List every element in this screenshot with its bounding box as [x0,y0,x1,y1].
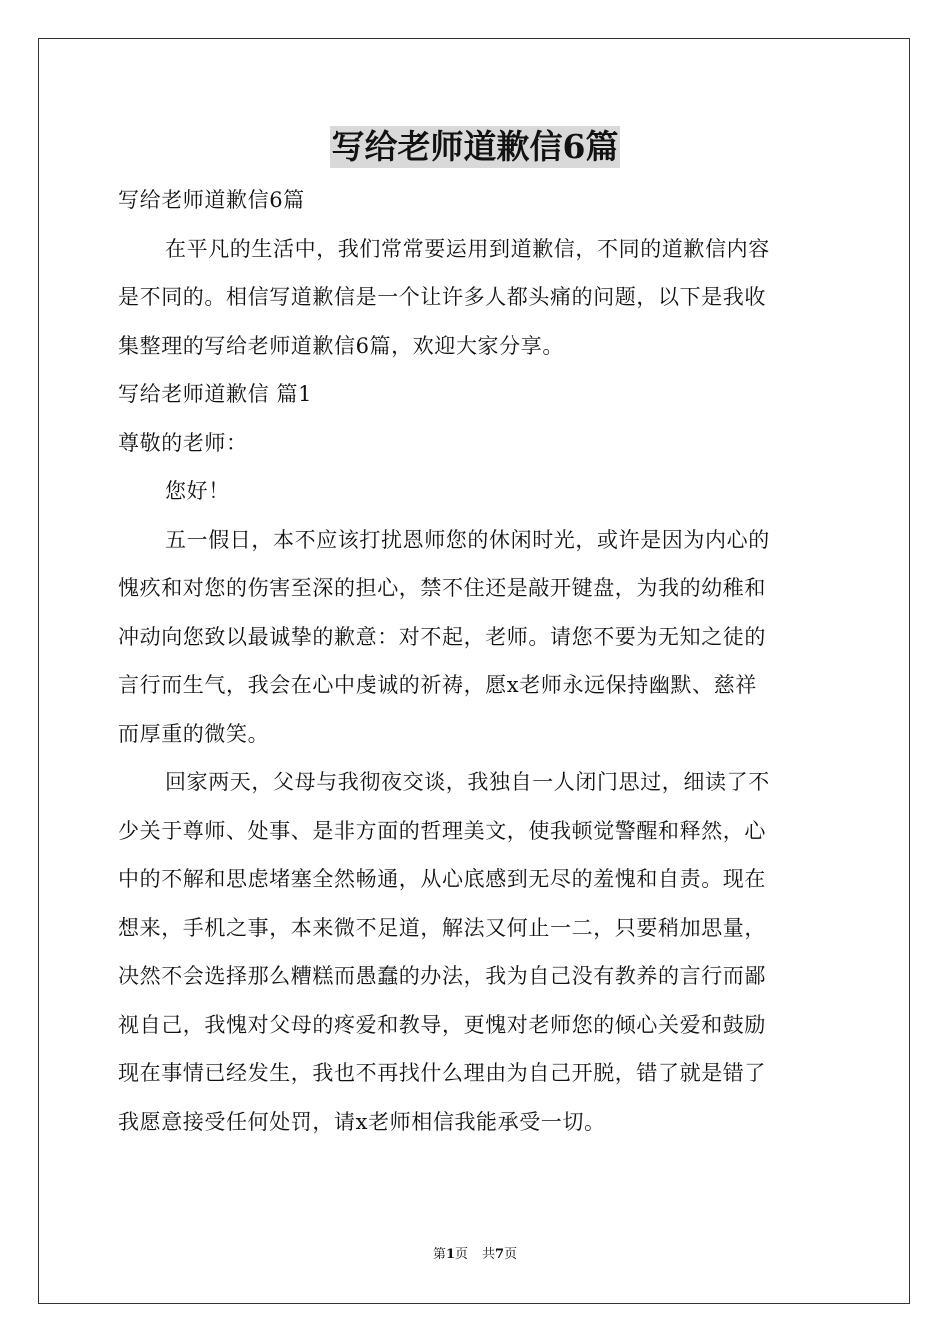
text-line: 是不同的。相信写道歉信是一个让许多人都头痛的问题，以下是我收 [118,285,766,309]
text-line: 视自己，我愧对父母的疼爱和教导，更愧对老师您的倾心关爱和鼓励 [118,1012,766,1037]
document-title: 写给老师道歉信6篇 [331,127,619,166]
text-line: 中的不解和思虑堵塞全然畅通，从心底感到无尽的羞愧和自责。现在 [118,867,766,891]
text-line: 在平凡的生活中，我们常常要运用到道歉信，不同的道歉信内容 [165,236,770,261]
text-line: 少关于尊师、处事、是非方面的哲理美文，使我顿觉警醒和释然，心 [118,818,766,843]
text-line: 言行而生气，我会在心中虔诚的祈祷，愿x老师永远保持幽默、慈祥 [118,673,757,697]
title-container [0,126,950,168]
text-line: 想来，手机之事，本来微不足道，解法又何止一二，只要稍加思量， [118,915,766,940]
text-line: 我愿意接受任何处罚，请x老师相信我能承受一切。 [118,1109,606,1134]
text-line: 写给老师道歉信6篇 [118,188,305,212]
text-line: 写给老师道歉信 篇1 [118,382,313,406]
total-prefix: 共 [482,1247,496,1262]
text-line: 五一假日，本不应该打扰恩师您的休闲时光，或许是因为内心的 [165,527,770,552]
total-pages: 7 [495,1247,505,1262]
text-line: 您好！ [165,479,230,503]
text-line: 集整理的写给老师道歉信6篇，欢迎大家分享。 [118,333,564,358]
page-suffix: 页 [454,1247,468,1262]
text-line: 回家两天，父母与我彻夜交谈，我独自一人闭门思过，细读了不 [165,770,770,794]
text-line: 愧疚和对您的伤害至深的担心，禁不住还是敲开键盘，为我的幼稚和 [118,576,766,600]
document-body [118,176,834,1146]
page-prefix: 第 [432,1247,446,1262]
text-line: 尊敬的老师： [118,430,248,455]
text-line: 现在事情已经发生，我也不再找什么理由为自己开脱，错了就是错了 [118,1061,766,1085]
total-suffix: 页 [504,1247,518,1262]
page-number: 1 [445,1247,455,1262]
page-footer [0,1247,950,1263]
text-line: 而厚重的微笑。 [118,721,270,746]
text-line: 冲动向您致以最诚挚的歉意：对不起，老师。请您不要为无知之徒的 [118,624,766,649]
text-line: 决然不会选择那么糟糕而愚蠢的办法，我为自己没有教养的言行而鄙 [118,964,766,988]
